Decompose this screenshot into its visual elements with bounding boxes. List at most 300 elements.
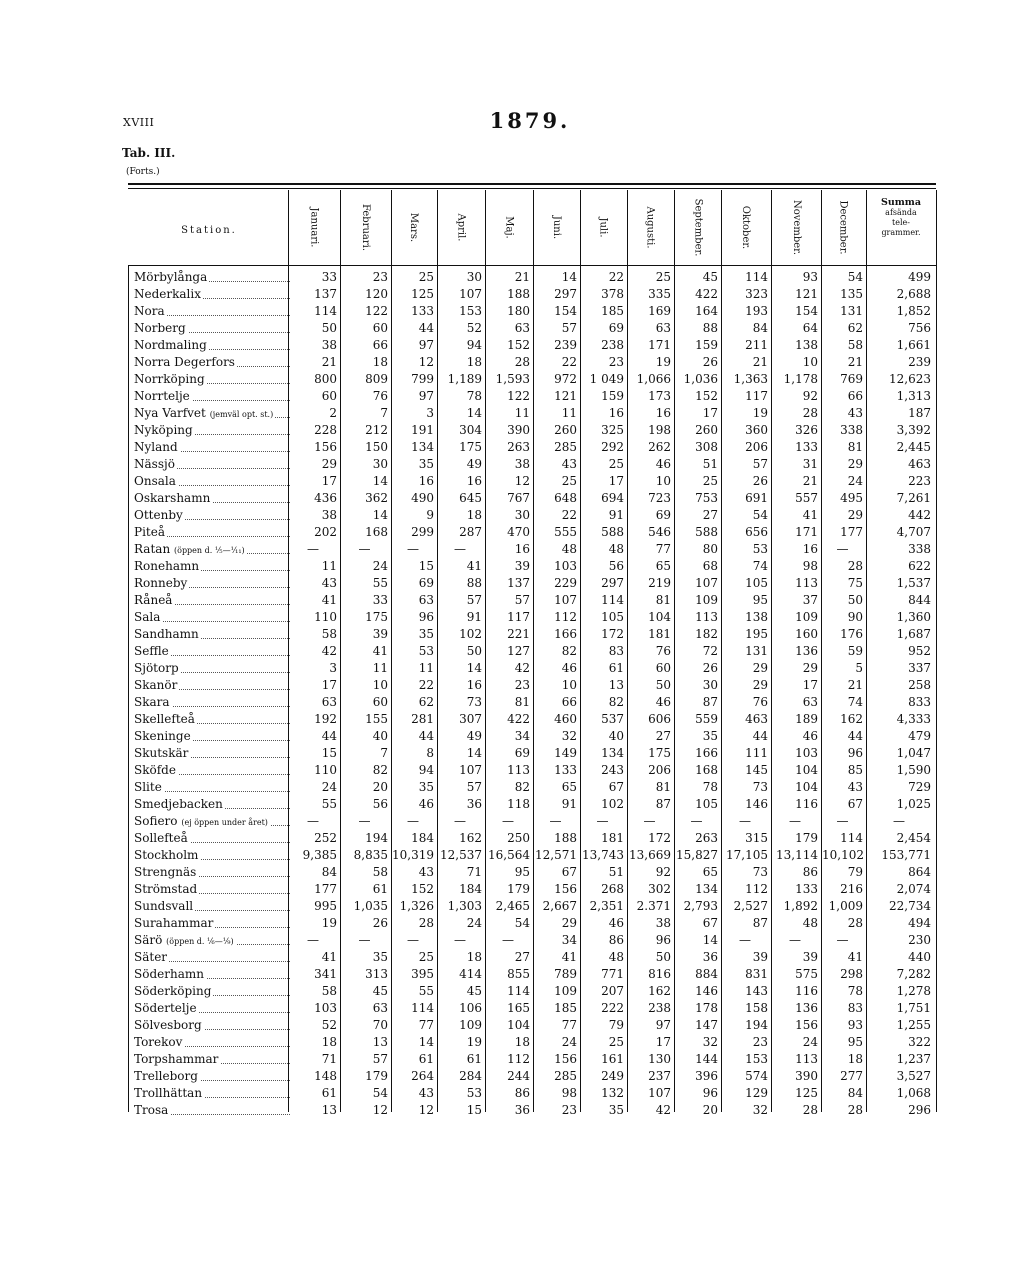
station-name: [134, 1103, 170, 1117]
value-cell: 198: [648, 423, 671, 437]
sum-cell: 844: [908, 593, 931, 607]
station-name: [134, 814, 270, 828]
value-cell: 72: [702, 644, 718, 658]
value-cell: 105: [745, 576, 768, 590]
value-cell: 95: [752, 593, 768, 607]
value-cell: 172: [601, 627, 624, 641]
value-cell: 46: [418, 797, 434, 811]
value-cell: 114: [411, 1001, 434, 1015]
value-cell: 177: [314, 882, 337, 896]
value-cell: 57: [466, 780, 482, 794]
value-cell: 45: [372, 984, 388, 998]
station-cell: [134, 1035, 294, 1050]
value-cell: 152: [411, 882, 434, 896]
month-header-label: April.: [455, 213, 467, 241]
value-cell: 972: [554, 372, 577, 386]
value-cell: 166: [695, 746, 718, 760]
station-name: [134, 576, 189, 590]
value-cell: 3: [426, 406, 434, 420]
table-row: [128, 1101, 936, 1118]
value-cell: —: [358, 814, 371, 828]
value-cell: 555: [554, 525, 577, 539]
station-cell: [134, 950, 294, 965]
station-note: (öppen d. ⅟₅—⅟₁₁): [174, 546, 245, 555]
value-cell: 219: [648, 576, 671, 590]
value-cell: 117: [507, 610, 530, 624]
value-cell: 16: [514, 542, 530, 556]
value-cell: 30: [466, 270, 482, 284]
station-name-text: Söderhamn: [134, 967, 204, 981]
station-name-text: Strengnäs: [134, 865, 197, 879]
value-cell: 152: [507, 338, 530, 352]
value-cell: 691: [745, 491, 768, 505]
value-cell: 35: [418, 457, 434, 471]
value-cell: 16,564: [488, 848, 530, 862]
table-row: [128, 1084, 936, 1101]
value-cell: 192: [314, 712, 337, 726]
value-cell: 122: [507, 389, 530, 403]
value-cell: 645: [459, 491, 482, 505]
value-cell: 109: [795, 610, 818, 624]
value-cell: 96: [702, 1086, 718, 1100]
sum-cell: 729: [908, 780, 931, 794]
value-cell: 21: [514, 270, 530, 284]
value-cell: 24: [561, 1035, 577, 1049]
value-cell: 221: [507, 627, 530, 641]
value-cell: 22: [561, 508, 577, 522]
value-cell: 15,827: [676, 848, 718, 862]
sum-cell: 3,527: [896, 1069, 931, 1083]
value-cell: 42: [514, 661, 530, 675]
value-cell: 268: [601, 882, 624, 896]
value-cell: 21: [847, 678, 863, 692]
value-cell: 193: [745, 304, 768, 318]
value-cell: 41: [321, 950, 337, 964]
value-cell: 277: [840, 1069, 863, 1083]
value-cell: 177: [840, 525, 863, 539]
value-cell: 14: [372, 474, 388, 488]
value-cell: 147: [695, 1018, 718, 1032]
value-cell: 36: [466, 797, 482, 811]
value-cell: 173: [648, 389, 671, 403]
value-cell: 113: [795, 1052, 818, 1066]
column-rule: [288, 190, 289, 1112]
station-name: [134, 389, 192, 403]
value-cell: 753: [695, 491, 718, 505]
value-cell: 24: [372, 559, 388, 573]
value-cell: 284: [459, 1069, 482, 1083]
value-cell: 55: [372, 576, 388, 590]
value-cell: 97: [418, 338, 434, 352]
value-cell: 262: [648, 440, 671, 454]
value-cell: 395: [411, 967, 434, 981]
station-cell: [134, 763, 294, 778]
sum-cell: 1,360: [896, 610, 931, 624]
value-cell: 25: [418, 950, 434, 964]
sum-header-line: grammer.: [881, 228, 921, 237]
value-cell: 17: [321, 474, 337, 488]
value-cell: 1,189: [447, 372, 482, 386]
value-cell: 168: [695, 763, 718, 777]
table-row: [128, 829, 936, 846]
value-cell: 27: [514, 950, 530, 964]
value-cell: 29: [752, 678, 768, 692]
value-cell: 79: [608, 1018, 624, 1032]
value-cell: 281: [411, 712, 434, 726]
station-name: [134, 321, 188, 335]
value-cell: 168: [365, 525, 388, 539]
sum-cell: 479: [908, 729, 931, 743]
value-cell: 360: [745, 423, 768, 437]
value-cell: 12,537: [440, 848, 482, 862]
sum-cell: 1,537: [896, 576, 931, 590]
value-cell: 45: [702, 270, 718, 284]
value-cell: 1,303: [447, 899, 482, 913]
value-cell: 162: [648, 984, 671, 998]
value-cell: 136: [795, 644, 818, 658]
column-rule: [936, 190, 937, 1112]
value-cell: —: [454, 933, 466, 947]
sum-cell: 1,313: [896, 389, 931, 403]
sum-cell: 7,282: [896, 967, 931, 981]
value-cell: 41: [466, 559, 482, 573]
table-row: [128, 659, 936, 676]
value-cell: 809: [365, 372, 388, 386]
value-cell: 14: [466, 406, 482, 420]
value-cell: 39: [372, 627, 388, 641]
value-cell: 133: [411, 304, 434, 318]
station-cell: [134, 338, 294, 353]
value-cell: 18: [466, 950, 482, 964]
value-cell: 656: [745, 525, 768, 539]
table-row: [128, 744, 936, 761]
station-cell: [134, 542, 294, 557]
value-cell: 159: [695, 338, 718, 352]
sum-cell: 2,445: [896, 440, 931, 454]
value-cell: 13: [608, 678, 624, 692]
value-cell: 189: [795, 712, 818, 726]
sum-cell: 463: [908, 457, 931, 471]
station-name: [134, 1035, 184, 1049]
value-cell: 40: [608, 729, 624, 743]
station-note: (öppen d. ⅟₆—⅟₉): [166, 937, 234, 946]
station-cell: [134, 1069, 294, 1084]
value-cell: 36: [514, 1103, 530, 1117]
month-header-label: December.: [838, 199, 849, 255]
station-name: [134, 542, 247, 556]
value-cell: 11: [514, 406, 530, 420]
value-cell: 83: [847, 1001, 863, 1015]
value-cell: 18: [372, 355, 388, 369]
value-cell: 33: [372, 593, 388, 607]
station-name-text: Nya Varfvet: [134, 406, 206, 420]
value-cell: 152: [695, 389, 718, 403]
month-header-label: September.: [692, 198, 703, 256]
value-cell: 28: [514, 355, 530, 369]
table-row: [128, 353, 936, 370]
value-cell: 181: [601, 831, 624, 845]
value-cell: 21: [752, 355, 768, 369]
table-row: [128, 710, 936, 727]
station-name-text: Skara: [134, 695, 170, 709]
value-cell: 25: [608, 1035, 624, 1049]
value-cell: 52: [321, 1018, 337, 1032]
value-cell: 28: [802, 1103, 818, 1117]
value-cell: 789: [554, 967, 577, 981]
station-cell: [134, 321, 294, 336]
value-cell: —: [502, 933, 514, 947]
station-cell: [134, 882, 294, 897]
value-cell: 2,793: [683, 899, 718, 913]
value-cell: 28: [847, 1103, 863, 1117]
station-name-text: Råneå: [134, 593, 173, 607]
value-cell: 73: [752, 865, 768, 879]
value-cell: 98: [802, 559, 818, 573]
value-cell: 10: [561, 678, 577, 692]
value-cell: 15: [321, 746, 337, 760]
value-cell: 287: [459, 525, 482, 539]
value-cell: 48: [802, 916, 818, 930]
station-cell: [134, 287, 294, 302]
value-cell: —: [643, 814, 656, 828]
value-cell: 19: [321, 916, 337, 930]
value-cell: 63: [802, 695, 818, 709]
value-cell: 78: [847, 984, 863, 998]
table-row: [128, 914, 936, 931]
value-cell: 37: [802, 593, 818, 607]
station-cell: [134, 270, 294, 285]
value-cell: 133: [795, 440, 818, 454]
value-cell: 211: [745, 338, 768, 352]
value-cell: 125: [795, 1086, 818, 1100]
sum-cell: 1,068: [896, 1086, 931, 1100]
value-cell: 16: [655, 406, 671, 420]
value-cell: 22: [608, 270, 624, 284]
month-header-label: November.: [790, 199, 802, 255]
value-cell: 95: [847, 1035, 863, 1049]
sum-cell: 952: [908, 644, 931, 658]
value-cell: 16: [608, 406, 624, 420]
value-cell: 162: [459, 831, 482, 845]
station-name-text: Surahammar: [134, 916, 214, 930]
value-cell: 33: [321, 270, 337, 284]
value-cell: 31: [802, 457, 818, 471]
value-cell: —: [739, 814, 751, 828]
value-cell: 74: [847, 695, 863, 709]
value-cell: 38: [321, 508, 337, 522]
value-cell: 79: [847, 865, 863, 879]
value-cell: 13,669: [629, 848, 671, 862]
sum-cell: 1,590: [896, 763, 931, 777]
value-cell: 11: [561, 406, 577, 420]
station-cell: [134, 967, 294, 982]
value-cell: 28: [847, 916, 863, 930]
value-cell: 145: [745, 763, 768, 777]
value-cell: 206: [745, 440, 768, 454]
station-name: [134, 899, 195, 913]
value-cell: 194: [365, 831, 388, 845]
value-cell: 122: [365, 304, 388, 318]
value-cell: 116: [795, 797, 818, 811]
value-cell: 18: [466, 355, 482, 369]
value-cell: 53: [752, 542, 768, 556]
table-row: [128, 455, 936, 472]
station-name: [134, 967, 206, 981]
value-cell: 14: [466, 746, 482, 760]
station-name-text: Norrköping: [134, 372, 205, 386]
column-rule: [866, 190, 867, 1112]
value-cell: 48: [561, 542, 577, 556]
value-cell: 87: [702, 695, 718, 709]
value-cell: 43: [847, 780, 863, 794]
value-cell: 25: [561, 474, 577, 488]
value-cell: 43: [561, 457, 577, 471]
value-cell: 229: [554, 576, 577, 590]
value-cell: 116: [795, 984, 818, 998]
value-cell: 48: [608, 542, 624, 556]
station-name: [134, 712, 197, 726]
value-cell: 180: [507, 304, 530, 318]
station-cell: [134, 1018, 294, 1033]
value-cell: 175: [648, 746, 671, 760]
month-header: [771, 192, 821, 262]
station-cell: [134, 780, 294, 795]
value-cell: 23: [561, 1103, 577, 1117]
value-cell: —: [454, 542, 466, 556]
table-row: [128, 523, 936, 540]
value-cell: 25: [655, 270, 671, 284]
month-header: [288, 192, 340, 262]
station-cell: [134, 525, 294, 540]
value-cell: 149: [554, 746, 577, 760]
month-header: [485, 192, 533, 262]
value-cell: 81: [655, 593, 671, 607]
value-cell: 165: [507, 1001, 530, 1015]
value-cell: 64: [802, 321, 818, 335]
value-cell: —: [836, 542, 849, 556]
value-cell: 302: [648, 882, 671, 896]
value-cell: 63: [372, 1001, 388, 1015]
month-header: [821, 192, 866, 262]
value-cell: 44: [752, 729, 768, 743]
column-rule: [627, 190, 628, 1112]
value-cell: 39: [802, 950, 818, 964]
value-cell: 58: [372, 865, 388, 879]
value-cell: 21: [847, 355, 863, 369]
station-cell: [134, 695, 294, 710]
station-name-text: Nässjö: [134, 457, 175, 471]
value-cell: 260: [695, 423, 718, 437]
value-cell: 25: [608, 457, 624, 471]
value-cell: 38: [655, 916, 671, 930]
sum-cell: 1,047: [896, 746, 931, 760]
value-cell: 82: [514, 780, 530, 794]
value-cell: 86: [802, 865, 818, 879]
value-cell: 35: [702, 729, 718, 743]
column-rule: [580, 190, 581, 1112]
value-cell: —: [307, 933, 319, 947]
station-name-text: Sköfde: [134, 763, 176, 777]
value-cell: 588: [695, 525, 718, 539]
value-cell: 58: [321, 984, 337, 998]
station-name-text: Nederkalix: [134, 287, 201, 301]
table-row: [128, 1016, 936, 1033]
value-cell: 29: [321, 457, 337, 471]
value-cell: 77: [561, 1018, 577, 1032]
value-cell: 54: [372, 1086, 388, 1100]
value-cell: 111: [745, 746, 768, 760]
table-row: [128, 693, 936, 710]
value-cell: 125: [411, 287, 434, 301]
value-cell: 92: [802, 389, 818, 403]
column-rule: [674, 190, 675, 1112]
value-cell: 12,571: [535, 848, 577, 862]
value-cell: 308: [695, 440, 718, 454]
continued-note: (Forts.): [126, 167, 160, 177]
station-cell: [134, 729, 294, 744]
station-name-text: Säter: [134, 950, 168, 964]
value-cell: 114: [507, 984, 530, 998]
value-cell: 13,114: [776, 848, 818, 862]
value-cell: 134: [695, 882, 718, 896]
sum-cell: —: [893, 814, 905, 828]
value-cell: 133: [554, 763, 577, 777]
table-row: [128, 846, 936, 863]
value-cell: 216: [840, 882, 863, 896]
value-cell: 102: [459, 627, 482, 641]
value-cell: 606: [648, 712, 671, 726]
value-cell: 14: [466, 661, 482, 675]
value-cell: —: [789, 933, 801, 947]
station-cell: [134, 440, 294, 455]
table-row: [128, 761, 936, 778]
value-cell: 76: [655, 644, 671, 658]
station-cell: [134, 508, 294, 523]
value-cell: 46: [655, 695, 671, 709]
value-cell: 264: [411, 1069, 434, 1083]
value-cell: 50: [321, 321, 337, 335]
value-cell: 2: [329, 406, 337, 420]
sum-header-line: tele-: [892, 218, 910, 227]
value-cell: 23: [608, 355, 624, 369]
value-cell: 94: [466, 338, 482, 352]
value-cell: 8: [426, 746, 434, 760]
value-cell: 831: [745, 967, 768, 981]
value-cell: 91: [466, 610, 482, 624]
value-cell: 771: [601, 967, 624, 981]
value-cell: 390: [507, 423, 530, 437]
value-cell: 82: [561, 644, 577, 658]
sum-cell: 4,333: [896, 712, 931, 726]
value-cell: 2,667: [542, 899, 577, 913]
value-cell: 855: [507, 967, 530, 981]
value-cell: 107: [459, 763, 482, 777]
station-name: [134, 287, 203, 301]
column-rule: [128, 265, 129, 1112]
value-cell: 285: [554, 1069, 577, 1083]
value-cell: 65: [655, 559, 671, 573]
value-cell: 20: [372, 780, 388, 794]
station-name: [134, 848, 200, 862]
value-cell: 82: [372, 763, 388, 777]
value-cell: 77: [418, 1018, 434, 1032]
value-cell: 18: [466, 508, 482, 522]
value-cell: 96: [418, 610, 434, 624]
table-row: [128, 982, 936, 999]
value-cell: 44: [418, 321, 434, 335]
station-name: [134, 933, 236, 947]
value-cell: 26: [702, 355, 718, 369]
